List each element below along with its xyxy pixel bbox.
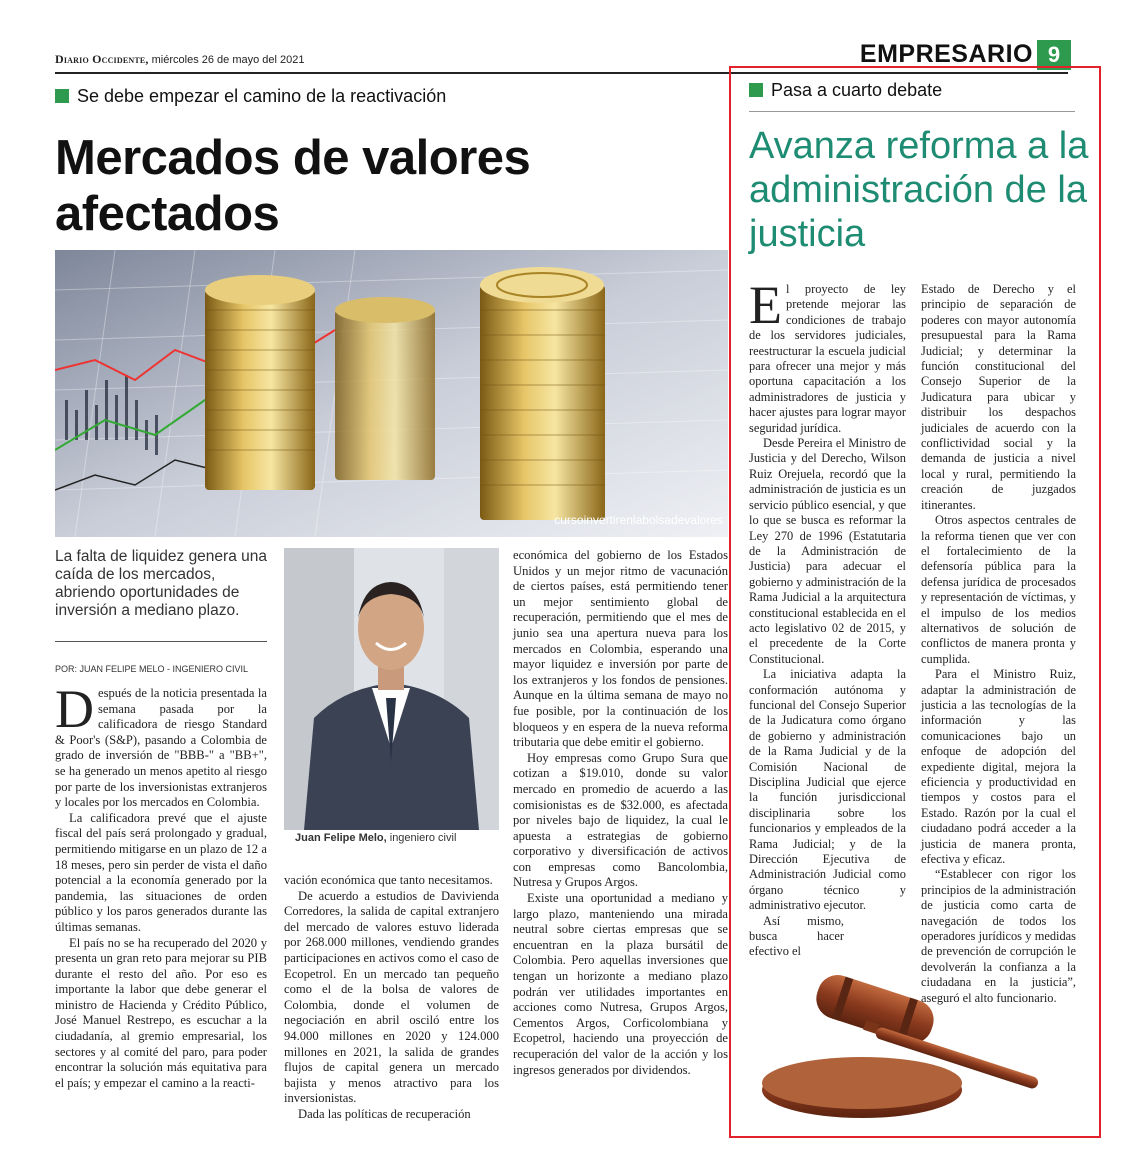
paragraph: El país no se ha recuperado del 2020 y presenta un gran reto para mejorar su PIB durante el resto del año. Por eso es importante la labor que debe generar el ministro de Hacienda y Crédito Público, José Manuel Restrepo, es escuchar a la ciudadanía, al gremio empresarial, los sectores y al comité del paro, para poder encontrar la solución más equitativa para el país; y empezar el camino a la reacti- (55, 935, 267, 1090)
right-kicker: Pasa a cuarto debate (749, 80, 942, 101)
caption-rule (55, 641, 267, 642)
green-square-icon (55, 89, 69, 103)
paragraph: vación económica que tanto necesitamos. (284, 873, 493, 887)
right-col-1 (749, 275, 906, 960)
kicker-rule (749, 111, 1075, 112)
paragraph: Estado de Derecho y el principio de separación de poderes con mayor autonomía presupuestal para la Rama Judicial; y determinar la función constitucional del Consejo Superior de la Judicatura para ubicar y distribuir los despachos judiciales de acuerdo con la conflictividad social y la demanda de justicia a nivel local y rural, permitiendo la creación de juzgados itinerantes. (921, 282, 1076, 512)
right-col-2 (921, 282, 1076, 1006)
section-name: EMPRESARIO (859, 40, 1033, 68)
right-headline: Avanza reforma a la administración de la justicia (749, 125, 1089, 255)
paragraph: económica del gobierno de los Estados Unidos y un mejor ritmo de vacunación de ciertos países, está permitiendo tener un mejor sentimiento global de recuperación, permitiendo que el mes de junio sea una apertura nueva para los mercados en Colombia, esperando una mayor liquidez e inversión por parte de los extranjeros y los fondos de pensiones. Aunque en la última semana de mayo no fue posible, por la continuación de los bloqueos y en espera de la nueva reforma tributaria que debe emitir el gobierno. (513, 548, 728, 750)
issue-date: miércoles 26 de mayo del 2021 (151, 54, 305, 66)
paragraph: La calificadora prevé que el ajuste fiscal del país será prolongado y gradual, permitiendo mitigarse en un plazo de 12 a 18 meses, pero sin perder de vista el daño potencial a la economía generado por la pandemia, las situaciones de orden público y los paros generados durante las últimas semanas. (55, 810, 267, 934)
green-square-icon (749, 83, 763, 97)
paragraph: Para el Ministro Ruiz, adaptar la administración de justicia a las tecnologías de la información y las comunicaciones bajo un enfoque de adopción del expediente digital, mejora la eficiencia y productividad en tiempos y costos para el Estado. Razón por la cual el ciudadano podrá acceder a la justicia de manera pronta, efectiva y eficaz. (921, 667, 1076, 867)
paragraph: “Establecer con rigor los principios de la administración de justicia como carta de navegación de todos los operadores jurídicos y medidas de prevención de corrupción le devolverán la confianza a la ciudadana en la justicia”, aseguró el alto funcionario. (921, 867, 1076, 1005)
drop-cap: D (55, 679, 94, 739)
left-col-1 (55, 679, 267, 1091)
left-col-2 (284, 873, 499, 1123)
paragraph: Existe una oportunidad a mediano y largo plazo, manteniendo una mirada neutral sobre ciertas empresas que se encuentran en la plaza bursátil de Colombia. Pero aquellas inversiones que tengan un horizonte a mediano plazo podrán ver utilidades importantes en acciones como Nutresa, Grupos Argos, Cementos Argos, Corficolombiana y Ecopetrol, haciendo una proyección de recuperación del valor de la acción y los ingresos generados por dividendos. (513, 891, 728, 1077)
paragraph: Otros aspectos centrales de la reforma tienen que ver con el fortalecimiento de la defensoría pública para la defensa jurídica de procesados y representación de víctimas, y el impulso de los medios alternativos de solución de conflictos de manera pronta y cumplida. (921, 513, 1076, 666)
left-headline: Mercados de valores afectados (55, 131, 531, 241)
paragraph: Hoy empresas como Grupo Sura que cotizan a $19.010, donde su valor mercado en promedio de acuerdo a las comisionistas es de $32.000, es afectada por niveles bajo de liquidez, la cual le apuesta a estrategias de gobierno corporativo y diversificación de activos con empresas como Bancolombia, Nutresa y Grupos Argos. (513, 750, 728, 890)
portrait-photo (284, 548, 499, 830)
left-col-3 (513, 548, 728, 1078)
paragraph: De acuerdo a estudios de Davivienda Corredores, la salida de capital extranjero del mercado de valores estuvo liderada por 268.000 millones, vendiendo grandes participaciones en activos como el caso de Ecopetrol. En un mercado tan pequeño como el de la bolsa de valores de Colombia, donde el volumen de negociación en abril osciló entre los 94.000 millones en 2020 y 124.000 millones en 2021, la salida de grandes flujos de capital genera un mercado bajista y menos atractivo para los inversionistas. (284, 888, 499, 1106)
byline: POR: JUAN FELIPE MELO - INGENIERO CIVIL (55, 664, 249, 674)
page-number: 9 (1037, 40, 1071, 70)
coins-chart-photo (55, 250, 728, 537)
portrait-caption: Juan Felipe Melo, ingeniero civil (295, 832, 457, 844)
drop-cap: E (749, 275, 782, 335)
gavel-image (752, 965, 1062, 1125)
paragraph: El proyecto de ley pretende mejorar las condiciones de trabajo de los servidores judiciales, reestructurar la escuela judicial para ofrecer una mejor y más oportuna capacitación a los administradores de justicia y hacer ajustes para lograr mayor seguridad jurídica. (749, 275, 906, 435)
left-kicker: Se debe empezar el camino de la reactivación (55, 86, 446, 107)
paragraph: Dada las políticas de recuperación (298, 1106, 471, 1121)
paragraph: Así mismo, busca hacer efectivo el (749, 913, 844, 959)
paragraph: Desde Pereira el Ministro de Justicia y del Derecho, Wilson Ruiz Orejuela, recordó que la administración de justicia es un servicio público esencial, y que lo que se busca es reformar la Ley 270 de 1996 (Estatutaria de la Administración de Justicia) para adecuar el gobierno y administración de la Rama Judicial a la arquitectura constitucional establecida en el acto legislativo 02 de 2015, y el precedente de la Corte Constitucional. (749, 436, 906, 666)
paper-name: Diario Occidente, (55, 52, 149, 66)
masthead (55, 52, 305, 67)
paragraph: La iniciativa adapta la conformación autónoma y funcional del Consejo Superior de la Judicatura como órgano de gobierno y administración de la Rama Judicial y de la Comisión Nacional de Disciplina Judicial que ejerce la función jurisdiccional disciplinaria sobre los funcionarios y empleados de la Rama Judicial; y de la Dirección Ejecutiva de Administración Judicial como órgano técnico y administrativo ejecutor. (749, 667, 906, 913)
paragraph: Después de la noticia presentada la semana pasada por la calificadora de riesgo Standard & Poor's (S&P), pasando a Colombia de grado de inversión de "BBB-" a "BB+", se ha generado un menos apetito al riesgo por parte de los inversionistas extranjeros y locales por los mercados en Colombia. (55, 679, 267, 810)
photo-caption: La falta de liquidez genera una caída de los mercados, abriendo oportunidades de inversión a mediano plazo. (55, 548, 267, 619)
photo-credit: cursoinvertirenlabolsadevalores (554, 513, 723, 527)
